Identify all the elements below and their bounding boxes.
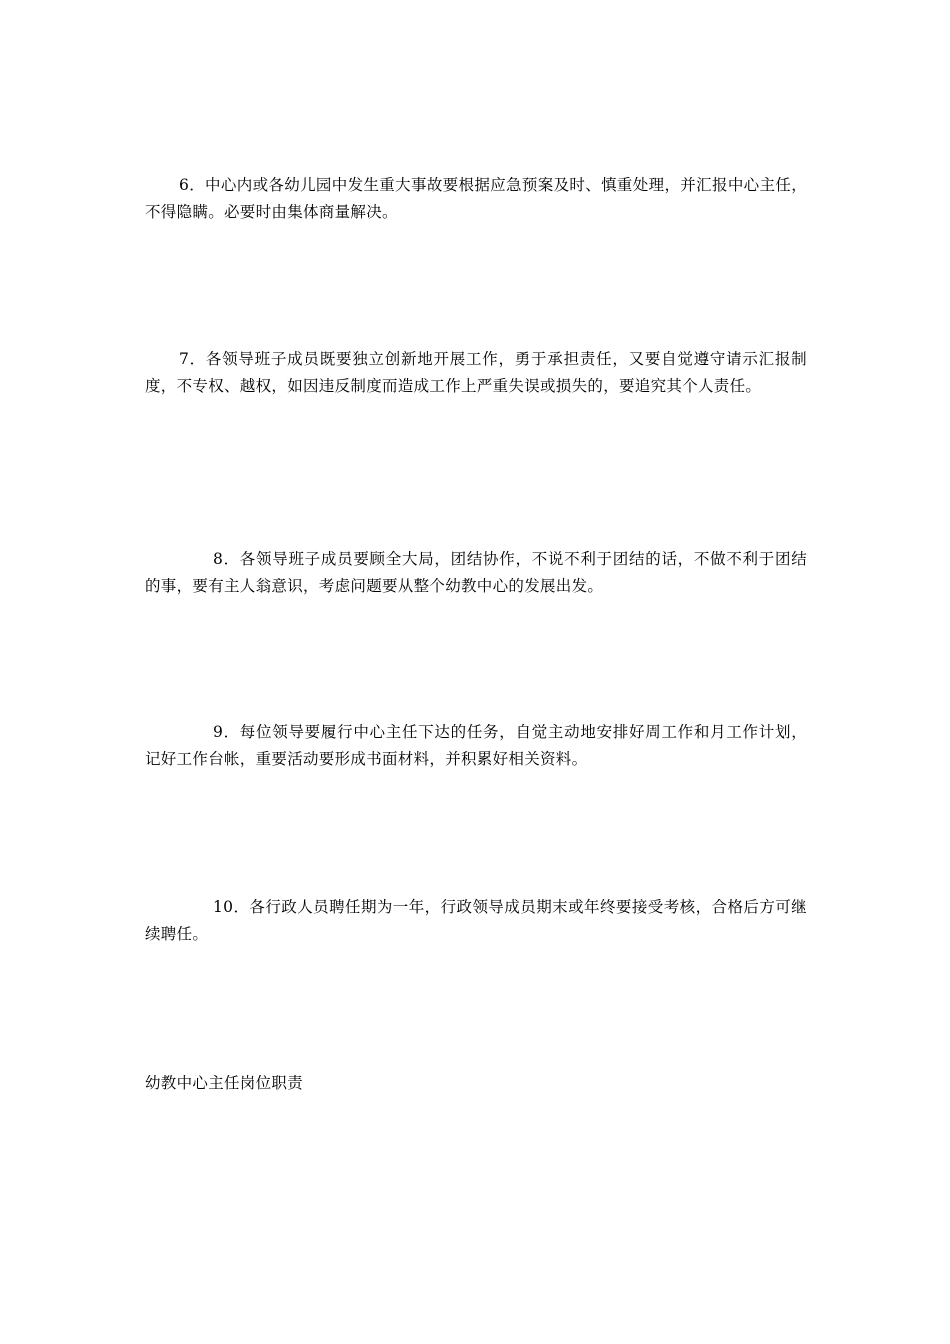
paragraph-item-9: 9．每位领导要履行中心主任下达的任务，自觉主动地安排好周工作和月工作计划，记好工作台帐，重要活动要形成书面材料，并积累好相关资料。 (145, 723, 807, 768)
section-heading: 幼教中心主任岗位职责 (145, 1074, 304, 1092)
paragraph-item-6: 6．中心内或各幼儿园中发生重大事故要根据应急预案及时、慎重处理，并汇报中心主任，不得隐瞒。必要时由集体商量解决。 (145, 176, 807, 221)
paragraph-item-8: 8．各领导班子成员要顾全大局，团结协作，不说不利于团结的话，不做不利于团结的事，要有主人翁意识，考虑问题要从整个幼教中心的发展出发。 (145, 550, 807, 595)
paragraph-item-7: 7．各领导班子成员既要独立创新地开展工作，勇于承担责任，又要自觉遵守请示汇报制度，不专权、越权，如因违反制度而造成工作上严重失误或损失的，要追究其个人责任。 (145, 350, 807, 395)
paragraph-item-10: 10．各行政人员聘任期为一年，行政领导成员期末或年终要接受考核，合格后方可继续聘任。 (145, 898, 807, 943)
